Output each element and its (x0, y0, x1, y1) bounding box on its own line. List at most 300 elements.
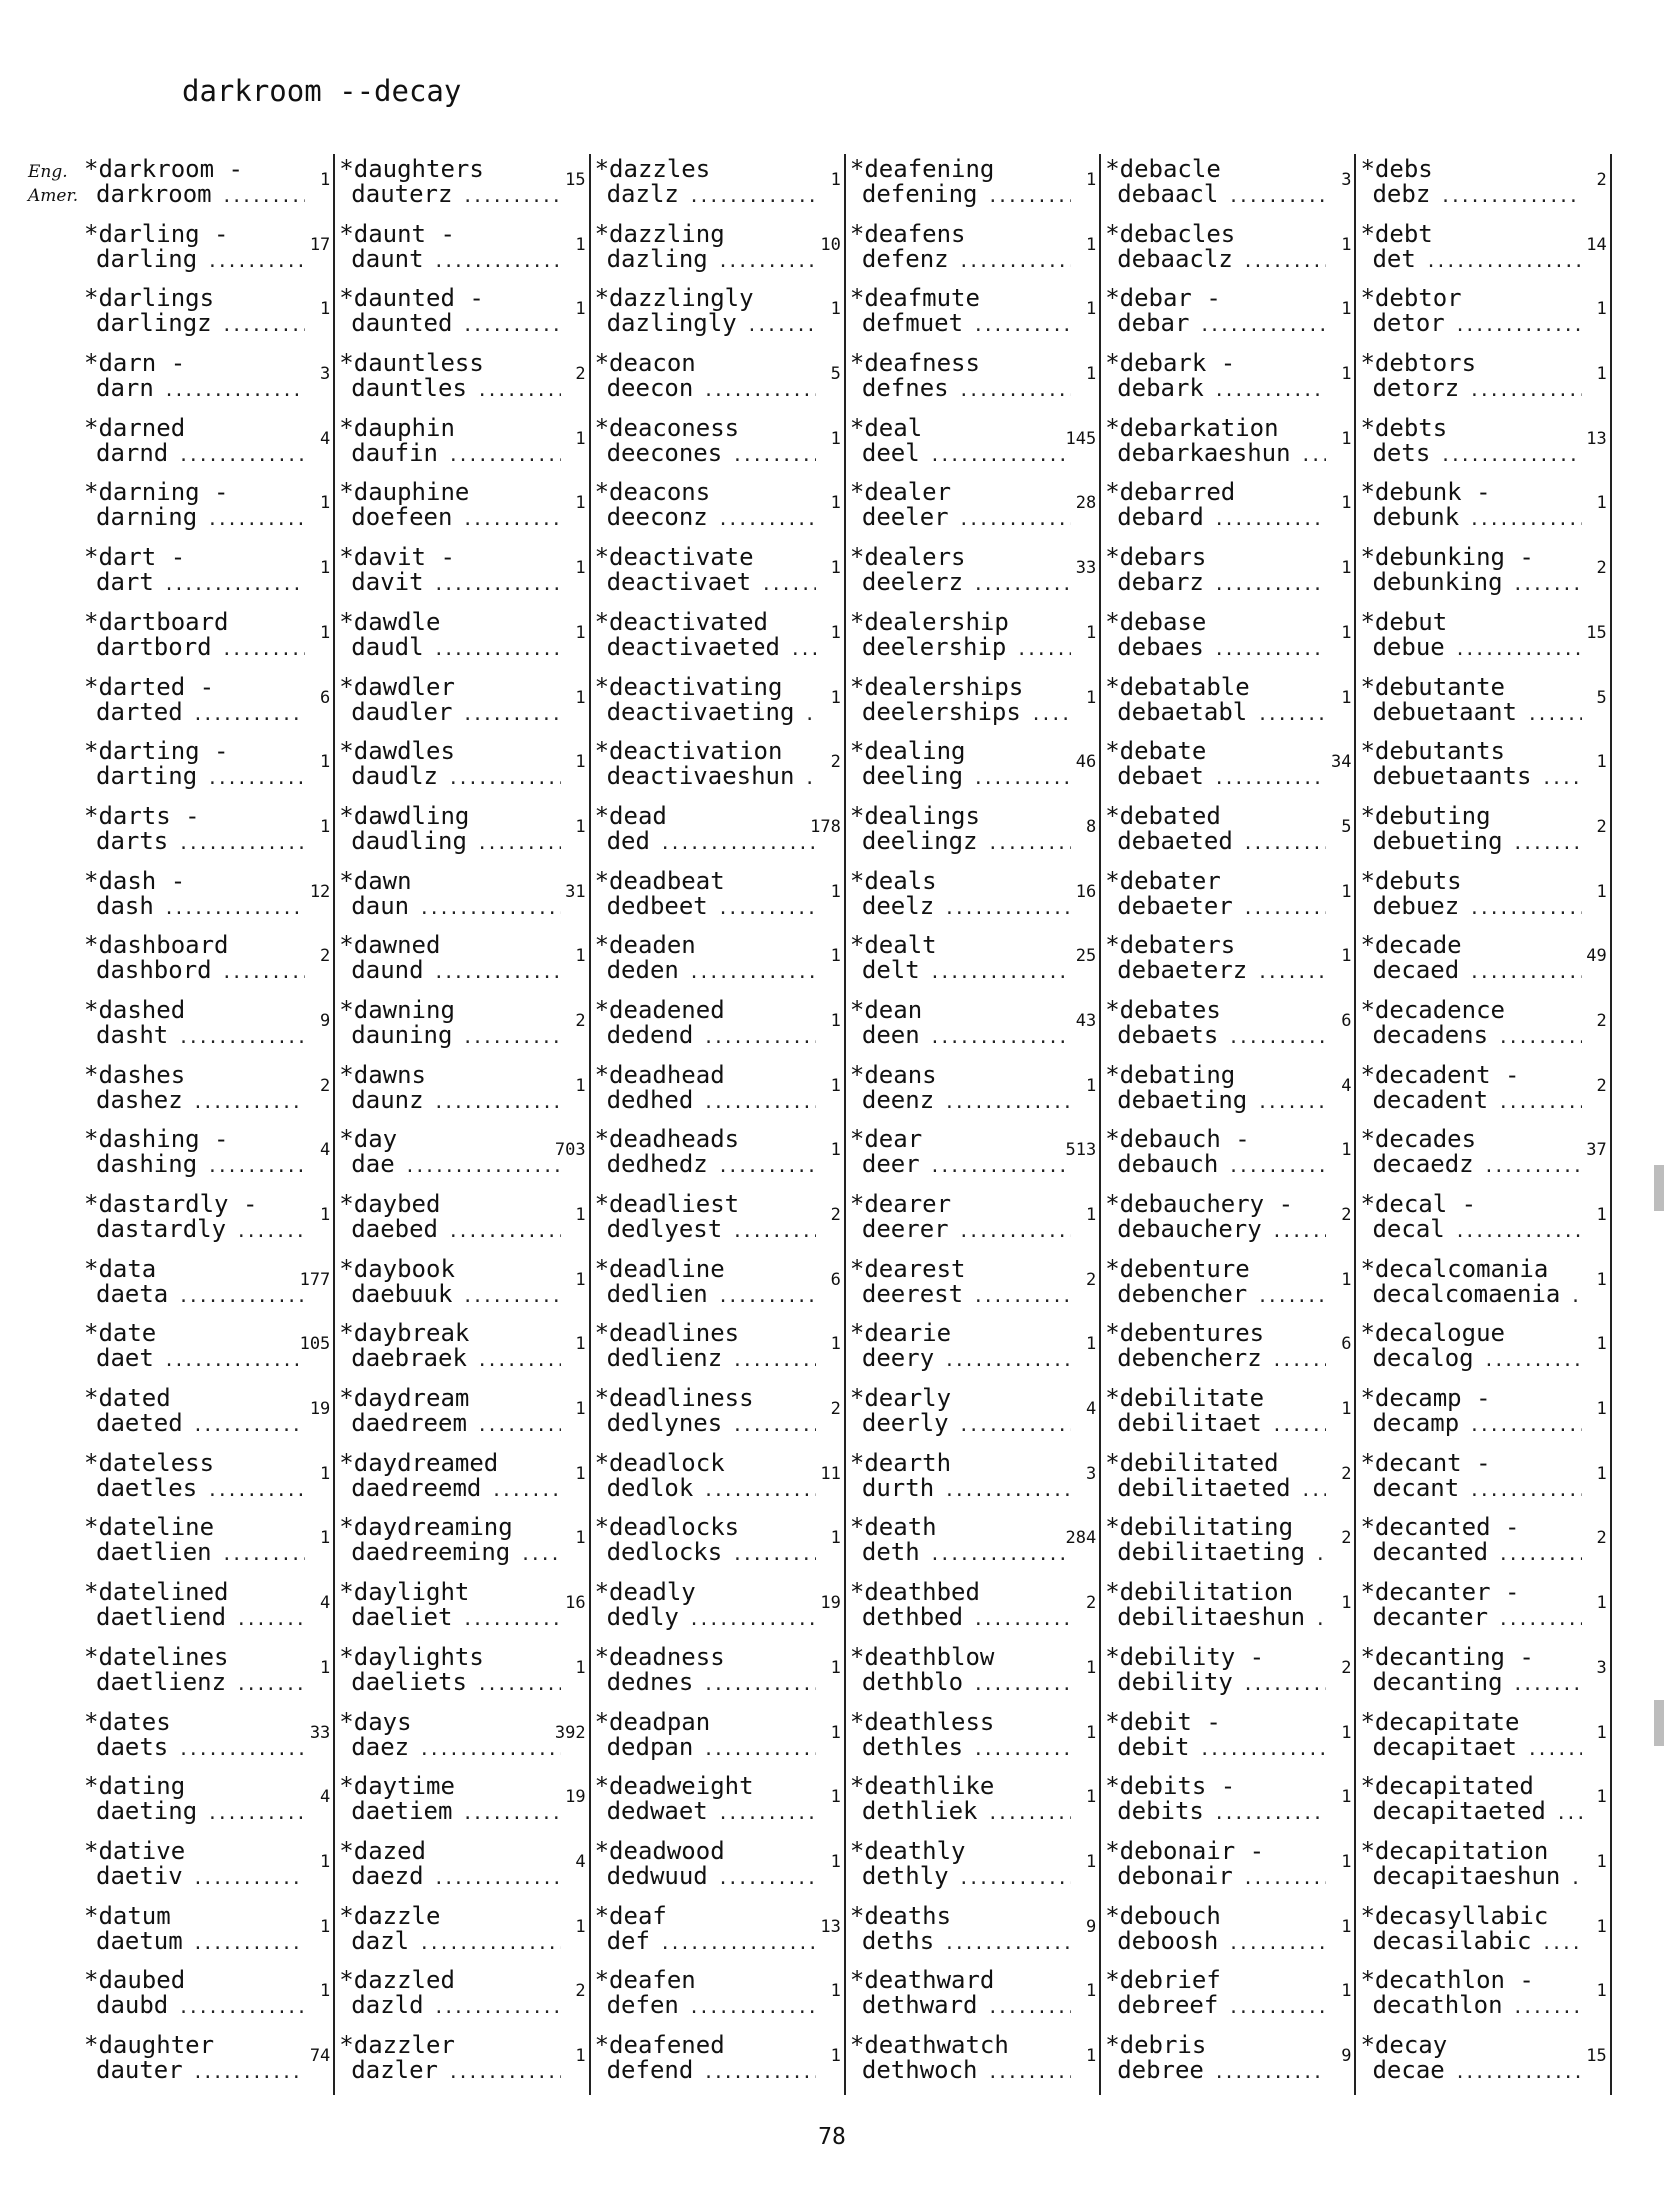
word-standard: *deans (849, 1060, 937, 1088)
word-count: 1 (1596, 1205, 1607, 1225)
word-entry (846, 607, 1101, 672)
word-standard: *dauphin (339, 413, 455, 441)
word-entry (1101, 866, 1356, 931)
word-spelling: dauntles ..... (339, 376, 560, 403)
word-standard: *debar - (1105, 284, 1221, 312)
scan-edge-mark (1654, 1700, 1664, 1746)
word-count: 1 (1085, 1657, 1097, 1678)
word-spelling: darling ..... (84, 247, 305, 274)
word-count: 2 (1596, 1010, 1607, 1031)
word-count: 1 (1596, 752, 1607, 773)
word-entry (1356, 1254, 1611, 1319)
word-standard: *deals (849, 866, 937, 894)
word-spelling: daudlz ..... (339, 764, 560, 791)
word-standard: *deadlocks (594, 1513, 740, 1541)
word-spelling: decapitaet ..... (1360, 1735, 1581, 1762)
word-entry (1356, 1642, 1611, 1707)
word-spelling: dasht ..... (84, 1023, 305, 1050)
word-entry (1101, 413, 1356, 478)
word-standard: *deadlock (594, 1448, 725, 1476)
word-entry (591, 1060, 846, 1125)
word-entry (335, 1642, 590, 1707)
word-standard: *debars (1105, 543, 1207, 571)
word-standard: *daydream (339, 1384, 470, 1412)
word-standard: *dawdler (339, 672, 455, 700)
word-count: 1 (1341, 1140, 1352, 1161)
word-entry (1356, 1901, 1611, 1966)
word-entry (846, 1707, 1101, 1772)
word-standard: *dazzling (594, 219, 725, 247)
word-standard: *dawdle (339, 607, 441, 635)
word-standard: *decades (1360, 1125, 1477, 1153)
word-count: 12 (309, 881, 331, 902)
word-count: 15 (1586, 622, 1607, 643)
word-spelling: decanter ..... (1360, 1605, 1581, 1632)
word-spelling: debility ..... (1105, 1670, 1326, 1697)
word-standard: *deadliness (594, 1384, 754, 1412)
word-standard: *daunted - (339, 284, 484, 312)
word-spelling: decant ..... (1360, 1476, 1581, 1503)
language-labels (28, 160, 78, 208)
word-spelling: daudling ..... (339, 829, 560, 856)
word-entry (846, 736, 1101, 801)
word-count: 1 (575, 1205, 586, 1225)
word-spelling: daufin ..... (339, 441, 560, 468)
word-count: 9 (1085, 1916, 1097, 1937)
word-spelling: dedlynes ..... (595, 1411, 816, 1438)
word-count: 14 (1586, 234, 1607, 255)
word-entry (80, 607, 335, 672)
word-spelling: debuetaant ..... (1360, 700, 1581, 727)
word-spelling: debarkaeshun ..... (1105, 441, 1326, 468)
word-entry (335, 801, 590, 866)
word-spelling: deen ..... (850, 1023, 1071, 1050)
word-spelling: deactivaeshun ..... (595, 764, 816, 791)
word-count: 16 (565, 1593, 586, 1614)
word-entry (335, 866, 590, 931)
word-count: 1 (1085, 1787, 1097, 1808)
word-count: 1 (1085, 299, 1097, 320)
word-spelling: dethly ..... (850, 1864, 1071, 1891)
word-entry (335, 1383, 590, 1448)
word-standard: *debt (1360, 219, 1433, 247)
word-spelling: deerly ..... (850, 1411, 1071, 1438)
word-standard: *debates (1105, 995, 1221, 1023)
word-standard: *deadness (594, 1642, 725, 1670)
word-entry (591, 283, 846, 348)
word-entry (1101, 672, 1356, 737)
word-count: 9 (320, 1010, 331, 1031)
word-standard: *debentures (1105, 1319, 1265, 1347)
word-count: 1 (575, 946, 586, 967)
word-standard: *debonair - (1105, 1836, 1265, 1864)
word-entry (335, 348, 590, 413)
word-count: 4 (320, 1593, 331, 1614)
word-entry (1101, 995, 1356, 1060)
word-count: 1 (830, 299, 841, 320)
word-standard: *deathblow (849, 1642, 995, 1670)
word-entry (80, 1254, 335, 1319)
word-entry (846, 477, 1101, 542)
word-spelling: ded ..... (595, 829, 816, 856)
word-standard: *dearer (849, 1190, 952, 1217)
word-spelling: debencherz ..... (1105, 1346, 1326, 1373)
word-spelling: decanted ..... (1360, 1540, 1581, 1567)
word-standard: *deal (849, 413, 923, 441)
word-entry (591, 1124, 846, 1189)
word-count: 1 (1085, 1722, 1097, 1743)
word-entry (591, 1707, 846, 1772)
word-entry (591, 801, 846, 866)
word-standard: *deathwatch (849, 2030, 1009, 2058)
word-spelling: decapitaeted ..... (1360, 1799, 1581, 1826)
word-count: 1 (1341, 299, 1352, 320)
word-spelling: daetlienz ..... (84, 1670, 305, 1697)
word-count: 6 (1341, 1334, 1352, 1355)
word-count: 8 (1085, 816, 1097, 837)
word-count: 2 (1596, 558, 1607, 579)
word-spelling: dazler ..... (339, 2058, 560, 2085)
word-spelling: davit ..... (339, 570, 560, 597)
word-count: 1 (1341, 946, 1352, 967)
word-spelling: dazlingly ..... (595, 311, 816, 338)
word-spelling: daubd ..... (84, 1993, 305, 2020)
word-spelling: dedlien ..... (595, 1282, 816, 1309)
word-entry (846, 1512, 1101, 1577)
word-spelling: durth ..... (850, 1476, 1071, 1503)
word-spelling: deboosh ..... (1105, 1929, 1326, 1956)
word-standard: *deadbeat (594, 866, 725, 894)
word-standard: *debated (1105, 801, 1221, 829)
word-entry (1356, 736, 1611, 801)
word-entry (846, 1383, 1101, 1448)
word-spelling: debueting ..... (1360, 829, 1581, 856)
word-spelling: debit ..... (1105, 1735, 1326, 1762)
word-spelling: dastardly ..... (84, 1217, 305, 1244)
word-entry (335, 995, 590, 1060)
word-standard: *deactivating (594, 672, 783, 700)
word-entry (591, 995, 846, 1060)
word-entry (1356, 866, 1611, 931)
word-entry (80, 930, 335, 995)
word-entry (80, 866, 335, 931)
word-entry (1101, 219, 1356, 284)
word-standard: *deadpan (594, 1707, 711, 1735)
word-count: 1 (575, 752, 586, 773)
word-count: 1 (1085, 1075, 1097, 1096)
word-spelling: dedlienz ..... (595, 1346, 816, 1373)
word-entry (1101, 1254, 1356, 1319)
word-count: 1 (575, 2045, 586, 2066)
word-entry (846, 995, 1101, 1060)
word-standard: *dates (84, 1707, 171, 1735)
word-spelling: deecon ..... (595, 376, 816, 403)
word-standard: *dating (84, 1772, 186, 1800)
word-entry (1356, 1318, 1611, 1383)
word-standard: *debutants (1360, 737, 1505, 765)
word-count: 1 (320, 1916, 331, 1937)
word-entry (591, 348, 846, 413)
word-column (1356, 154, 1611, 2095)
word-standard: *dealerships (849, 672, 1024, 700)
word-entry (591, 477, 846, 542)
word-spelling: defmuet ..... (850, 311, 1071, 338)
word-count: 13 (1586, 428, 1607, 449)
word-standard: *daylight (339, 1578, 470, 1606)
word-entry (846, 672, 1101, 737)
word-spelling: dethbed ..... (850, 1605, 1071, 1632)
word-standard: *debrief (1105, 1966, 1221, 1994)
word-standard: *debacle (1105, 155, 1221, 182)
word-spelling: debar ..... (1105, 311, 1326, 338)
word-entry (1356, 154, 1611, 219)
word-spelling: dazld ..... (339, 1993, 560, 2020)
word-count: 1 (1596, 1981, 1607, 2002)
word-entry (1101, 1383, 1356, 1448)
word-entry (591, 542, 846, 607)
word-count: 1 (830, 493, 841, 514)
word-entry (80, 1707, 335, 1772)
word-standard: *dean (849, 995, 923, 1023)
word-spelling: debaeterz ..... (1105, 958, 1326, 985)
word-standard: *daughters (339, 155, 484, 182)
word-entry (591, 154, 846, 219)
word-spelling: decanting ..... (1360, 1670, 1581, 1697)
word-spelling: debaes ..... (1105, 635, 1326, 662)
word-count: 1 (320, 170, 331, 190)
word-count: 13 (820, 1916, 841, 1937)
word-entry (591, 1965, 846, 2030)
word-entry (846, 1577, 1101, 1642)
word-count: 1 (1341, 1269, 1352, 1290)
word-count: 2 (1085, 1593, 1097, 1614)
word-entry (1356, 1060, 1611, 1125)
word-entry (591, 1836, 846, 1901)
word-spelling: deactivaeted ..... (595, 635, 816, 662)
word-entry (1356, 1124, 1611, 1189)
word-spelling: daetlien ..... (84, 1540, 305, 1567)
word-spelling: deelingz ..... (850, 829, 1071, 856)
word-count: 1 (1596, 299, 1607, 320)
word-entry (846, 1901, 1101, 1966)
word-spelling: debilitaet ..... (1105, 1411, 1326, 1438)
word-entry (1356, 413, 1611, 478)
word-spelling: daetiv ..... (84, 1864, 305, 1891)
word-standard: *deadhead (594, 1060, 725, 1088)
word-count: 2 (575, 1981, 586, 2002)
word-spelling: deerest ..... (850, 1282, 1071, 1309)
word-count: 1 (830, 1528, 841, 1549)
word-standard: *decade (1360, 931, 1462, 959)
word-entry (846, 219, 1101, 284)
word-spelling: debencher ..... (1105, 1282, 1326, 1309)
word-standard: *debutante (1360, 672, 1505, 700)
word-entry (1356, 1512, 1611, 1577)
word-entry (1356, 1771, 1611, 1836)
word-entry (80, 1448, 335, 1513)
word-standard: *decanter - (1360, 1578, 1520, 1606)
word-standard: *deaf (594, 1901, 667, 1929)
word-count: 1 (575, 299, 586, 320)
word-count: 1 (1085, 234, 1097, 255)
word-count: 33 (309, 1722, 331, 1743)
word-count: 2 (1085, 1269, 1097, 1290)
word-spelling: darkroom ..... (84, 182, 305, 209)
word-entry (846, 1836, 1101, 1901)
word-standard: *deacon (594, 349, 696, 377)
word-entry (591, 1901, 846, 1966)
word-entry (591, 219, 846, 284)
word-spelling: deelership ..... (850, 635, 1071, 662)
word-count: 1 (1341, 687, 1352, 708)
word-count: 4 (320, 1787, 331, 1808)
word-standard: *debunk - (1360, 478, 1491, 506)
word-standard: *debilitate (1105, 1384, 1265, 1412)
word-standard: *dashing - (84, 1125, 229, 1153)
word-entry (846, 283, 1101, 348)
word-entry (591, 1448, 846, 1513)
word-spelling: dethles ..... (850, 1735, 1071, 1762)
word-count: 1 (1341, 1593, 1352, 1614)
word-spelling: decalcomaenia ..... (1360, 1282, 1581, 1309)
word-count: 2 (575, 364, 586, 385)
word-standard: *dauntless (339, 349, 484, 377)
word-entry (335, 1901, 590, 1966)
word-spelling: deden ..... (595, 958, 816, 985)
word-entry (1101, 1836, 1356, 1901)
word-entry (591, 1642, 846, 1707)
word-spelling: daudl ..... (339, 635, 560, 662)
word-entry (846, 1642, 1101, 1707)
word-count: 3 (1085, 1463, 1097, 1484)
word-standard: *decapitate (1360, 1707, 1520, 1735)
word-entry (846, 866, 1101, 931)
word-standard: *dealer (849, 478, 952, 506)
word-spelling: dartbord ..... (84, 635, 305, 662)
word-count: 5 (1596, 687, 1607, 708)
word-count: 1 (830, 558, 841, 579)
word-count: 1 (1341, 1981, 1352, 2002)
word-spelling: darts ..... (84, 829, 305, 856)
word-standard: *datelined (84, 1578, 229, 1606)
word-standard: *daughter (84, 2030, 215, 2058)
word-standard: *decalogue (1360, 1319, 1505, 1347)
word-count: 16 (1075, 881, 1097, 902)
word-count: 3 (320, 364, 331, 385)
word-entry (591, 736, 846, 801)
word-spelling: daetum ..... (84, 1929, 305, 1956)
word-count: 1 (575, 1399, 586, 1420)
word-entry (335, 413, 590, 478)
word-spelling: daun ..... (339, 894, 560, 921)
word-count: 1 (1085, 1334, 1097, 1355)
word-count: 34 (1331, 752, 1352, 773)
word-entry (591, 2030, 846, 2095)
word-spelling: det ..... (1360, 247, 1581, 274)
word-count: 2 (1596, 816, 1607, 837)
word-standard: *deaths (849, 1901, 952, 1929)
word-count: 1 (320, 622, 331, 643)
word-spelling: dazl ..... (339, 1929, 560, 1956)
word-count: 1 (1341, 1916, 1352, 1937)
word-count: 1 (1341, 881, 1352, 902)
word-standard: *daytime (339, 1772, 455, 1800)
word-entry (1356, 1707, 1611, 1772)
word-spelling: decamp ..... (1360, 1411, 1581, 1438)
word-count: 1 (1341, 622, 1352, 643)
word-standard: *darning - (84, 478, 229, 506)
word-entry (335, 607, 590, 672)
word-spelling: darning ..... (84, 505, 305, 532)
word-count: 105 (299, 1334, 331, 1355)
word-spelling: deel ..... (850, 441, 1071, 468)
word-standard: *dauphine (339, 478, 470, 506)
word-spelling: dedend ..... (595, 1023, 816, 1050)
word-count: 6 (1341, 1010, 1352, 1031)
word-entry (80, 348, 335, 413)
word-count: 1 (1341, 558, 1352, 579)
word-spelling: dedhedz ..... (595, 1152, 816, 1179)
word-count: 1 (830, 1334, 841, 1355)
word-count: 1 (1085, 170, 1097, 190)
word-entry (1356, 1383, 1611, 1448)
word-entry (80, 801, 335, 866)
word-standard: *daydreaming (339, 1513, 513, 1541)
word-table (80, 154, 1612, 2084)
word-spelling: dedwaet ..... (595, 1799, 816, 1826)
word-spelling: daedreemd ..... (339, 1476, 560, 1503)
word-standard: *darting - (84, 737, 229, 765)
word-standard: *dateless (84, 1448, 215, 1476)
word-count: 1 (830, 1851, 841, 1872)
word-spelling: debard ..... (1105, 505, 1326, 532)
word-standard: *date (84, 1319, 157, 1347)
word-standard: *decalcomania (1360, 1254, 1549, 1282)
word-count: 1 (575, 687, 586, 708)
word-spelling: dart ..... (84, 570, 305, 597)
word-count: 37 (1586, 1140, 1607, 1161)
word-standard: *deactivated (594, 607, 768, 635)
word-count: 1 (1085, 622, 1097, 643)
word-entry (80, 1577, 335, 1642)
word-entry (335, 2030, 590, 2095)
word-spelling: dedlyest ..... (595, 1217, 816, 1244)
word-spelling: daund ..... (339, 958, 560, 985)
word-count: 33 (1075, 558, 1097, 579)
word-spelling: detorz ..... (1360, 376, 1581, 403)
word-spelling: dedlok ..... (595, 1476, 816, 1503)
word-entry (80, 995, 335, 1060)
word-spelling: daeliet ..... (339, 1605, 560, 1632)
word-standard: *dawdles (339, 737, 455, 765)
word-entry (335, 736, 590, 801)
word-entry (1101, 283, 1356, 348)
word-standard: *daybreak (339, 1319, 470, 1347)
word-spelling: defenz ..... (850, 247, 1071, 274)
word-standard: *death (849, 1513, 937, 1541)
word-entry (1101, 1771, 1356, 1836)
word-spelling: daeta ..... (84, 1282, 305, 1309)
word-spelling: decadent ..... (1360, 1088, 1581, 1115)
word-spelling: dash ..... (84, 894, 305, 921)
word-standard: *daubed (84, 1966, 186, 1994)
word-standard: *debenture (1105, 1254, 1250, 1282)
word-spelling: debaeter ..... (1105, 894, 1326, 921)
word-standard: *debark - (1105, 349, 1236, 377)
word-spelling: debaeted ..... (1105, 829, 1326, 856)
word-count: 2 (1341, 1205, 1352, 1225)
word-standard: *dawned (339, 931, 441, 959)
